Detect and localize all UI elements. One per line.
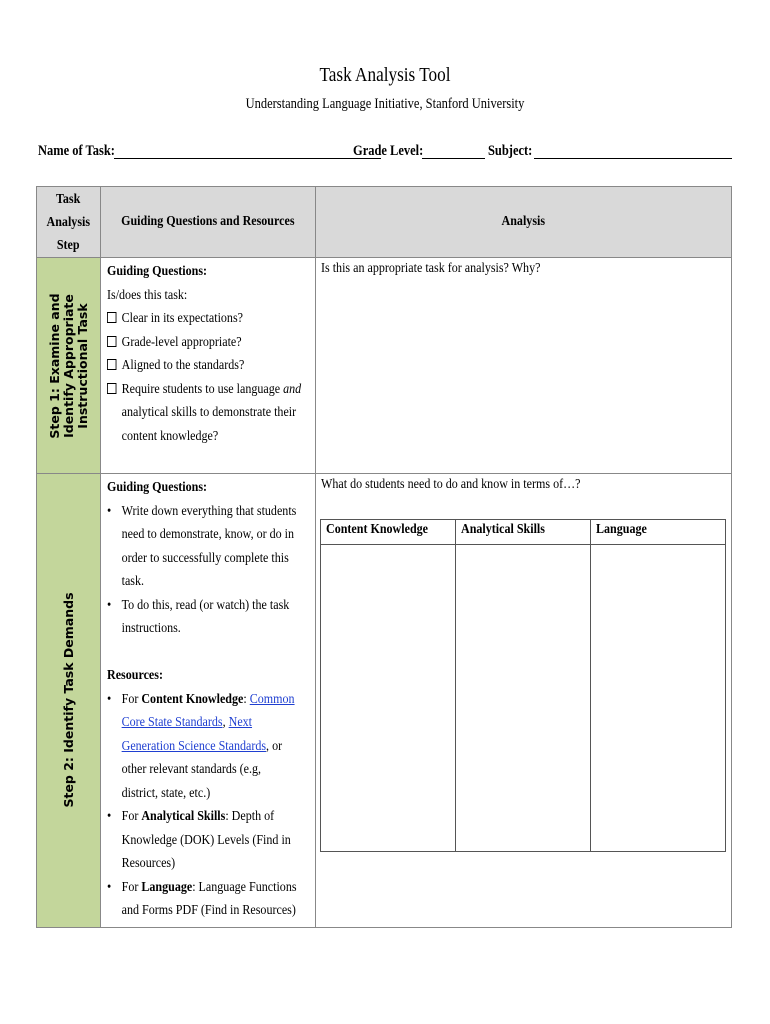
document-title: Task Analysis Tool	[319, 64, 451, 86]
step1-item-1: Clear in its expectations?	[107, 307, 243, 331]
step2-resource2-line2: Knowledge (DOK) Levels (Find in	[121, 832, 291, 848]
step2-resource1-line1: • For Content Knowledge: Common	[107, 688, 295, 712]
header-row	[37, 187, 732, 258]
step2-resource1-line3: Generation Science Standards, or	[121, 738, 283, 754]
checkbox-icon	[107, 312, 116, 323]
bullet-icon: •	[107, 879, 112, 895]
grade-level-label: Grade Level:	[353, 143, 424, 159]
step2-bullet1-line3: order to successfully complete this	[121, 550, 289, 566]
subject-label: Subject:	[488, 143, 533, 159]
checkbox-icon	[107, 359, 116, 370]
step1-item-4-cont2: content knowledge?	[121, 428, 219, 444]
step2-bullet1-line4: task.	[121, 574, 145, 589]
step2-analysis-cell	[316, 474, 732, 928]
step2-row	[37, 474, 732, 928]
content-knowledge-entry[interactable]	[321, 545, 456, 852]
step2-resource2-line1: • For Analytical Skills: Depth of	[107, 805, 274, 829]
task-demands-body-row	[321, 545, 726, 852]
checkbox-icon	[107, 383, 116, 394]
step2-label: Step 2: Identify Task Demands	[60, 592, 76, 808]
step2-label-cell	[37, 474, 101, 928]
step1-item-4: Require students to use language and	[107, 378, 301, 402]
col-analytical-skills: Analytical Skills	[456, 520, 591, 545]
step1-label: Step 1: Examine and Identify Appropriate Instructional Task	[46, 292, 90, 439]
task-analysis-table	[36, 186, 732, 928]
subject-blank[interactable]	[534, 158, 732, 159]
common-core-link[interactable]: Common	[249, 691, 295, 707]
common-core-link-cont[interactable]: Core State Standards	[121, 715, 223, 730]
step2-bullet2-line2: instructions.	[121, 621, 181, 636]
step1-item-4-cont1: analytical skills to demonstrate their	[121, 405, 297, 420]
analytical-skills-entry[interactable]	[456, 545, 591, 852]
step2-resource3-line2: and Forms PDF (Find in Resources)	[121, 903, 296, 918]
header-step: Task Analysis Step	[37, 187, 101, 258]
header-guiding: Guiding Questions and Resources	[101, 187, 316, 258]
grade-level-blank[interactable]	[422, 158, 485, 159]
step2-bullet2-line1: • To do this, read (or watch) the task	[107, 594, 289, 618]
ngss-link[interactable]: Next	[228, 715, 253, 730]
step1-item-2: Grade-level appropriate?	[107, 331, 242, 355]
name-of-task-label: Name of Task:	[38, 143, 115, 159]
step1-guiding-cell	[101, 258, 316, 474]
step2-guiding-cell	[101, 474, 316, 928]
step1-gq-title: Guiding Questions:	[107, 264, 208, 279]
step2-gq-title: Guiding Questions:	[107, 480, 208, 495]
step2-bullet1-line2: need to demonstrate, know, or do in	[121, 527, 295, 542]
step1-analysis-question: Is this an appropriate task for analysis? Why?	[321, 261, 541, 276]
step1-analysis-cell[interactable]	[316, 258, 732, 474]
step2-analysis-question: What do students need to do and know in terms of…?	[321, 477, 581, 492]
bullet-icon: •	[107, 503, 112, 519]
step2-resource1-line2: Core State Standards, Next	[121, 715, 253, 730]
bullet-icon: •	[107, 809, 112, 824]
document-subtitle: Understanding Language Initiative, Stanford University	[245, 96, 525, 112]
step2-resource1-line4: other relevant standards (e.g,	[121, 762, 262, 777]
step2-bullet1-line1: • Write down everything that students	[107, 500, 296, 524]
language-entry[interactable]	[591, 545, 726, 852]
ngss-link-cont[interactable]: Generation Science Standards	[121, 738, 267, 754]
bullet-icon: •	[107, 691, 112, 707]
name-of-task-blank[interactable]	[114, 158, 381, 159]
step1-row	[37, 258, 732, 474]
step2-resource1-line5: district, state, etc.)	[121, 785, 211, 801]
step2-resource3-line1: • For Language: Language Functions	[107, 876, 297, 900]
task-demands-header-row	[321, 520, 726, 545]
header-analysis: Analysis	[316, 187, 732, 258]
step2-resource2-line3: Resources)	[121, 856, 176, 871]
checkbox-icon	[107, 336, 116, 347]
step1-label-cell	[37, 258, 101, 474]
bullet-icon: •	[107, 597, 112, 613]
task-demands-table	[320, 519, 726, 852]
step1-item-3: Aligned to the standards?	[107, 354, 244, 378]
col-language: Language	[591, 520, 726, 545]
col-content-knowledge: Content Knowledge	[321, 520, 456, 545]
step2-resources-title: Resources:	[107, 668, 163, 683]
step1-gq-intro: Is/does this task:	[107, 287, 188, 303]
